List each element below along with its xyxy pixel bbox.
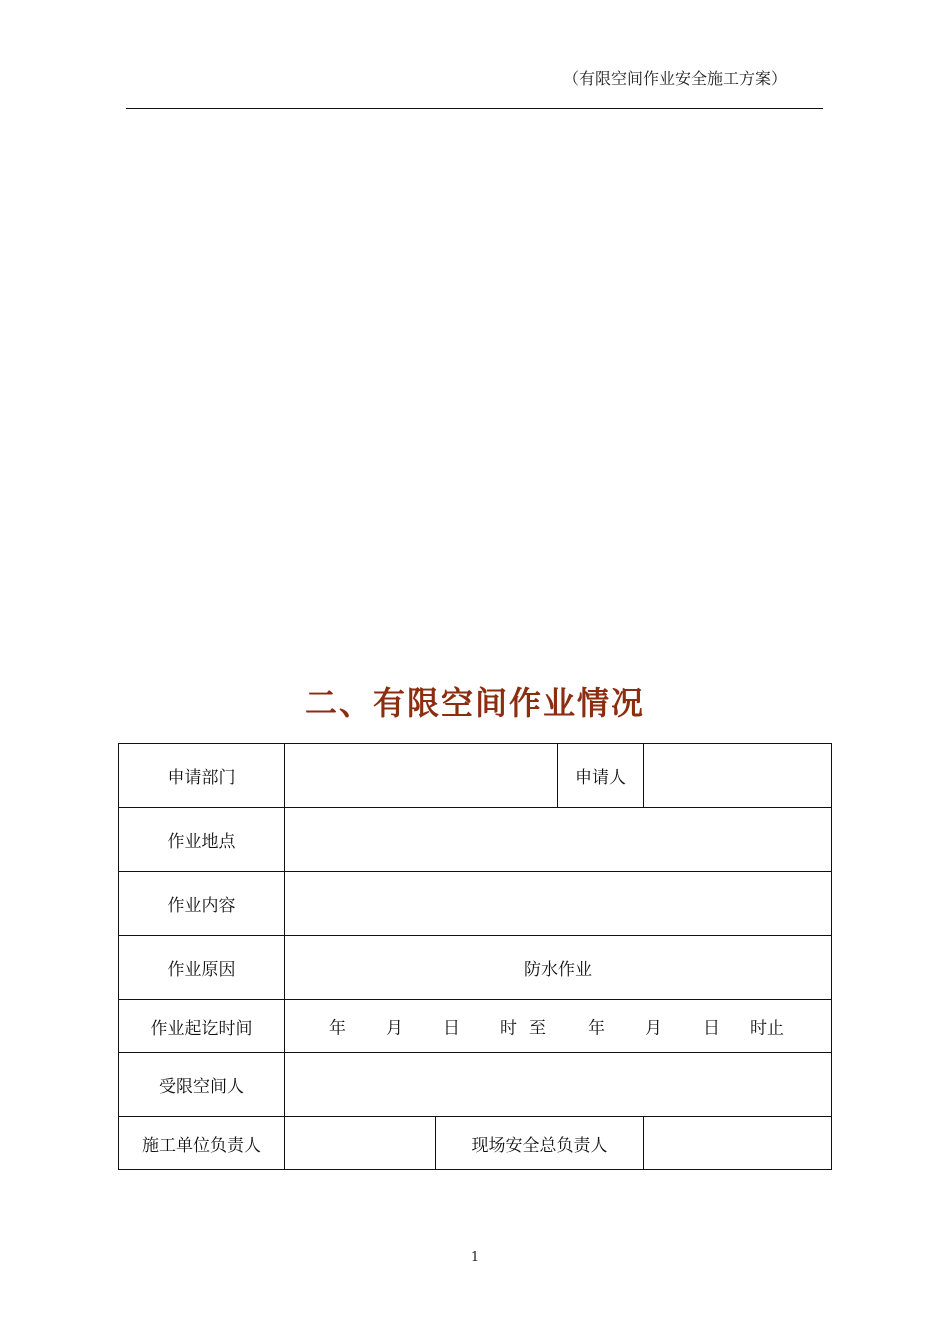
applicant-label: 申请人 [558, 744, 644, 808]
period-to: 至 [529, 1018, 546, 1039]
applicant-dept-label: 申请部门 [119, 744, 285, 808]
form-row-period [119, 1000, 832, 1053]
content-label: 作业内容 [119, 872, 285, 936]
confined-space-form [118, 743, 832, 1170]
form-row-location [119, 808, 832, 872]
reason-field[interactable]: 防水作业 [285, 936, 832, 1000]
form-row-reason [119, 936, 832, 1000]
contractor-lead-label: 施工单位负责人 [119, 1117, 285, 1170]
period-hour-end: 时止 [750, 1018, 784, 1039]
period-day-end: 日 [703, 1018, 720, 1039]
applicant-dept-field[interactable] [285, 744, 558, 808]
reason-label: 作业原因 [119, 936, 285, 1000]
location-field[interactable] [285, 808, 832, 872]
contractor-lead-field[interactable] [285, 1117, 436, 1170]
period-year-end: 年 [588, 1018, 605, 1039]
period-hour-start: 时 [500, 1018, 517, 1039]
period-label: 作业起讫时间 [119, 1000, 285, 1053]
period-day-start: 日 [443, 1018, 460, 1039]
site-safety-lead-field[interactable] [644, 1117, 832, 1170]
period-field[interactable] [285, 1000, 832, 1053]
document-header-title: （有限空间作业安全施工方案） [563, 69, 788, 88]
content-field[interactable] [285, 872, 832, 936]
header-divider [126, 108, 823, 109]
applicant-field[interactable] [644, 744, 832, 808]
section-title: 二、有限空间作业情况 [304, 684, 645, 722]
confined-person-field[interactable] [285, 1053, 832, 1117]
form-row-content [119, 872, 832, 936]
site-safety-lead-label: 现场安全总负责人 [436, 1117, 644, 1170]
confined-person-label: 受限空间人 [119, 1053, 285, 1117]
period-year-start: 年 [329, 1018, 346, 1039]
period-month-start: 月 [386, 1018, 403, 1039]
period-month-end: 月 [645, 1018, 662, 1039]
form-row-applicant [119, 744, 832, 808]
form-row-confined-person [119, 1053, 832, 1117]
page-number: 1 [470, 1250, 480, 1265]
form-row-responsible [119, 1117, 832, 1170]
location-label: 作业地点 [119, 808, 285, 872]
